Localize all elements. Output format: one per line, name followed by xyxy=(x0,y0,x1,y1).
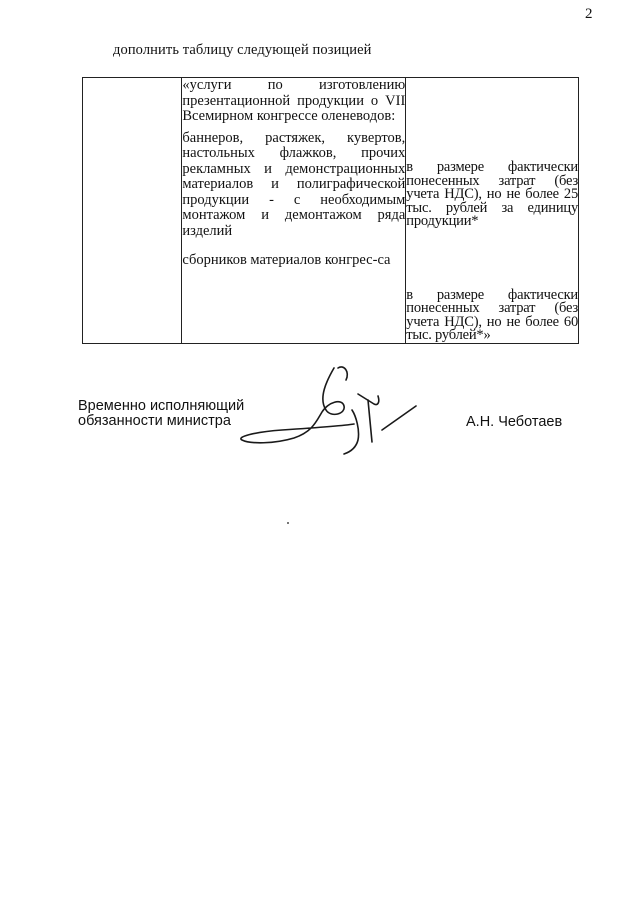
page-number: 2 xyxy=(585,6,593,22)
table-cell-cost xyxy=(406,78,579,344)
signatory-position-line2: обязанности министра xyxy=(78,413,231,429)
signature-image xyxy=(232,360,422,455)
service-heading: «услуги по изготовлению презентационной продукции о VII Всемирном конгрессе оленеводов: xyxy=(182,77,406,124)
cost-item-collections: в размере фактически понесенных затрат (без учета НДС), но не более 60 тыс. рублей*» xyxy=(406,286,578,343)
signatory-name: А.Н. Чеботаев xyxy=(466,414,563,430)
position-table xyxy=(82,77,579,344)
table-cell-description xyxy=(182,78,406,344)
table-row xyxy=(83,78,579,344)
intro-text: дополнить таблицу следующей позицией xyxy=(113,42,372,58)
cost-item-banners: в размере фактически понесенных затрат (без учета НДС), но не более 25 тыс. рублей за единицу продукции* xyxy=(406,159,578,229)
service-item-banners: баннеров, растяжек, кувертов, настольных флажков, прочих рекламных и демонстрационных материалов и полиграфической продукции - с необходимым монтажом и демонтажом ряда изделий xyxy=(182,129,406,239)
scan-speck xyxy=(287,522,289,524)
signatory-position xyxy=(78,399,244,429)
service-item-collections: сборников материалов конгрес-са xyxy=(182,252,391,268)
signatory-position-line1: Временно исполняющий xyxy=(78,398,245,414)
table-cell-number xyxy=(83,78,182,344)
